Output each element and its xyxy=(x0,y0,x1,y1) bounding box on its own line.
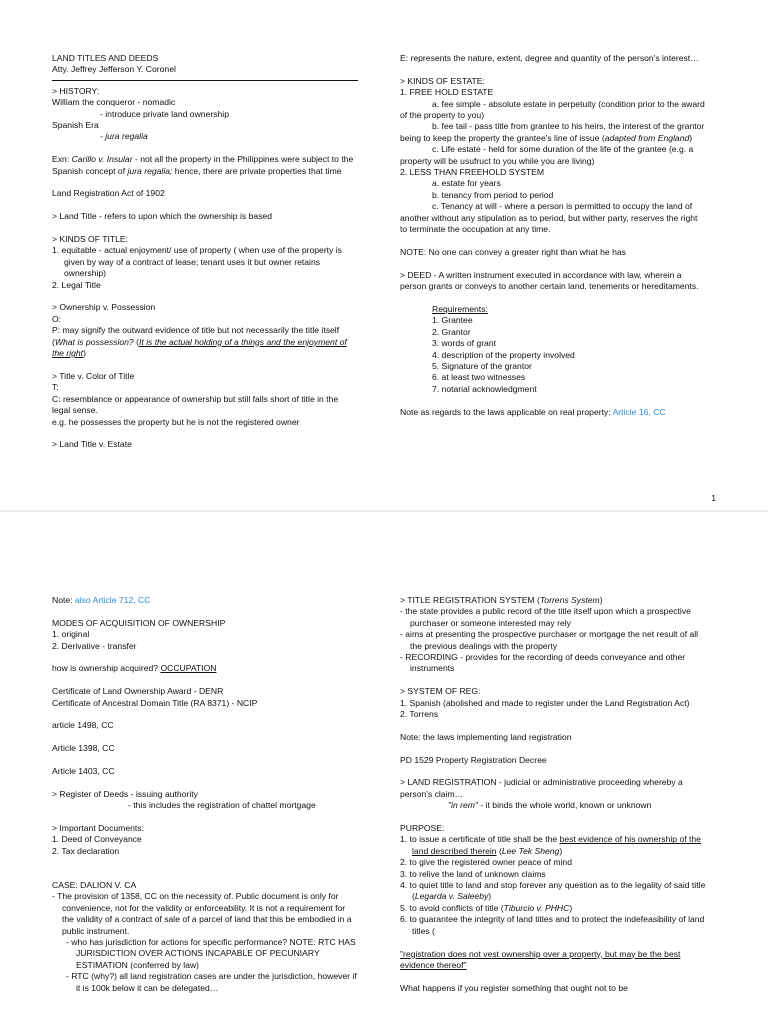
page2-left-column xyxy=(52,595,358,994)
freehold-heading: 1. FREE HOLD ESTATE xyxy=(400,87,494,98)
estate-definition: E: represents the nature, extent, degree and quantity of the person's interest… xyxy=(400,53,699,63)
land-title-estate-heading: > Land Title v. Estate xyxy=(52,439,132,450)
list-item: a. fee simple - absolute estate in perpetuity (condition prior to the award of the property to you) xyxy=(400,98,705,121)
title-registration-heading: > TITLE REGISTRATION SYSTEM (Torrens System) xyxy=(400,595,603,605)
list-item: b. fee tail - pass title from grantee to his heirs, the interest of the grantor being to keep the property the grantee's line of issue (adapted from England) xyxy=(400,121,705,143)
article-712-link[interactable]: also Article 712, CC xyxy=(74,595,151,605)
page2-right-column xyxy=(400,595,706,994)
document-author: Atty. Jeffrey Jefferson Y. Coronel xyxy=(52,64,176,75)
kinds-of-title-heading: > KINDS OF TITLE: xyxy=(52,234,129,245)
article-line: Article 1403, CC xyxy=(52,766,115,776)
title-divider xyxy=(52,80,358,81)
title-color-heading: > Title v. Color of Title xyxy=(52,370,135,381)
list-item: 4. to quiet title to land and stop forever any question as to the legality of said title (Legarda v. Saleeby) xyxy=(400,880,706,902)
possession-paragraph: P: may signify the outward evidence of title but not necessarily the title itself (What is possession? (It is the actual holding of a things and the enjoyment of the right) xyxy=(52,325,347,359)
register-of-deeds: > Register of Deeds - issuing authority xyxy=(52,788,198,799)
certificate-line: Certificate of Land Ownership Award - DENR xyxy=(52,686,224,697)
list-item: - RTC (why?) all land registration cases are under the jurisdiction, however if it is 100k below it can be delegated… xyxy=(66,971,357,993)
list-item: 6. to guarantee the integrity of land titles and to protect the indefeasibility of land titles ( xyxy=(400,914,705,936)
list-item: 4. description of the property involved xyxy=(432,349,575,360)
document-title: LAND TITLES AND DEEDS xyxy=(52,53,159,63)
list-item: 7. notarial acknowledgment xyxy=(432,383,537,394)
page1-right-column xyxy=(400,53,706,418)
list-item: 1. Deed of Conveyance xyxy=(52,834,142,845)
list-item: 2. Legal Title xyxy=(52,279,101,290)
ownership-heading: > Ownership v. Possession xyxy=(52,302,156,313)
article-line: Article 1398, CC xyxy=(52,743,115,754)
less-than-freehold-heading: 2. LESS THAN FREEHOLD SYSTEM xyxy=(400,167,545,178)
list-item: 2. Derivative - transfer xyxy=(52,640,137,651)
land-title-definition: > Land Title - refers to upon which the ownership is based xyxy=(52,211,272,222)
list-item: 1. equitable - actual enjoyment/ use of property ( when use of the property is given by way of a contract of lease; tenant uses it but owner retains ownership) xyxy=(52,245,342,279)
deed-definition: > DEED - A written instrument executed in accordance with law, wherein a person grants or conveys to another certain land, tenements or hereditaments. xyxy=(400,269,699,292)
history-item: - introduce private land ownership xyxy=(100,108,229,119)
list-item: 3. words of grant xyxy=(432,338,497,349)
title-t: T: xyxy=(52,382,59,393)
in-rem-line: "in rem" - it binds the whole world, known or unknown xyxy=(448,800,652,811)
list-item: - aims at presenting the prospective purchaser or mortgage the net result of all the previous dealings with the property xyxy=(400,629,699,651)
list-item: 1. to issue a certificate of title shall be the best evidence of his ownership of the land described therein (Lee Tek Sheng) xyxy=(400,834,701,856)
requirements-heading: Requirements: xyxy=(432,303,488,314)
color-of-title: C: resemblance or appearance of ownership but still falls short of title in the legal sense. xyxy=(52,393,339,416)
note-line: NOTE: No one can convey a greater right than what he has xyxy=(400,246,626,257)
article-16-link[interactable]: Article 16, CC xyxy=(612,406,666,417)
note-line: Note: also Article 712, CC xyxy=(52,595,151,605)
document-page-2 xyxy=(0,512,768,1024)
list-item: - RECORDING - provides for the recording of deeds conveyance and other instruments xyxy=(400,652,686,674)
list-item: 2. Torrens xyxy=(400,709,439,720)
article-line: article 1498, CC xyxy=(52,720,114,731)
case-heading: CASE: DALION V. CA xyxy=(52,880,137,890)
kinds-of-estate-heading: > KINDS OF ESTATE: xyxy=(400,75,485,86)
pd-1529-line: PD 1529 Property Registration Decree xyxy=(400,754,547,765)
certificate-line: Certificate of Ancestral Domain Title (RA 8371) - NCIP xyxy=(52,697,258,708)
list-item: - who has jurisdiction for actions for specific performance? NOTE: RTC HAS JURISDICTION OVER ACTIONS INCAPABLE OF PECUNIARY ESTIMATION (conferred by law) xyxy=(66,937,356,970)
ownership-question: how is ownership acquired? OCCUPATION xyxy=(52,663,217,674)
list-item: - The provision of 1358, CC on the necessity of. Public document is only for convenience, not for the validity or enforceability. It is not a requirement for the validity of a contract of sale of a parcel of land that this be embodied in a public instrument. xyxy=(52,891,352,936)
documents-heading: > Important Documents: xyxy=(52,823,144,833)
example-line: e.g. he possesses the property but he is not the registered owner xyxy=(52,416,300,427)
land-registration-act: Land Registration Act of 1902 xyxy=(52,188,165,199)
note-line: Note: the laws implementing land registration xyxy=(400,731,572,742)
history-item: - jura regalia xyxy=(100,131,148,142)
list-item: 2. Tax declaration xyxy=(52,845,120,856)
list-item: 2. to give the registered owner peace of mind xyxy=(400,857,572,868)
purpose-heading: PURPOSE: xyxy=(400,823,445,834)
list-item: a. estate for years xyxy=(432,178,501,189)
page-number: 1 xyxy=(711,493,716,503)
modes-heading: MODES OF ACQUISITION OF OWNERSHIP xyxy=(52,617,226,628)
list-item: c. Life estate - held for some duration of the life of the grantee (e.g. a property will be usufruct to you while you are living) xyxy=(400,144,694,166)
list-item: c. Tenancy at will - where a person is permitted to occupy the land of another without any stipulation as to period, but wither party, reserves the right to terminate the occupation at any time. xyxy=(400,201,698,235)
list-item: 2. Grantor xyxy=(432,326,471,337)
page1-left-column xyxy=(52,53,358,451)
list-item: b. tenancy from period to period xyxy=(432,189,554,200)
list-item: 6. at least two witnesses xyxy=(432,372,526,383)
list-item: 5. to avoid conflicts of title (Tiburcio v. PHHC) xyxy=(400,902,573,913)
note-laws-line: Note as regards to the laws applicable on real property: Article 16, CC xyxy=(400,406,666,417)
history-heading: > HISTORY: xyxy=(52,85,100,96)
list-item: 1. Grantee xyxy=(432,315,473,326)
exception-paragraph: Exn: Carillo v. Insular - not all the property in the Philippines were subject to the Spanish concept of jura regalia; hence, there are private properties that time xyxy=(52,154,354,176)
list-item: - the state provides a public record of the title itself upon which a prospective purchaser or someone interested may rely xyxy=(400,606,691,628)
question-line: What happens if you register something that ought not to be xyxy=(400,982,628,993)
land-registration-definition: > LAND REGISTRATION - judicial or administrative proceeding whereby a person's claim… xyxy=(400,777,683,799)
list-item: 1. Spanish (abolished and made to register under the Land Registration Act) xyxy=(400,697,690,708)
history-item: Spanish Era xyxy=(52,120,99,131)
quote-line: "registration does not vest ownership over a property, but may be the best evidence thereof" xyxy=(400,948,681,970)
history-item: William the conqueror - nomadic xyxy=(52,97,176,108)
list-item: 1. original xyxy=(52,629,90,640)
list-item: 5. Signature of the grantor xyxy=(432,360,532,371)
list-item: 3. to relive the land of unknown claims xyxy=(400,868,546,879)
register-of-deeds-note: - this includes the registration of chattel mortgage xyxy=(128,800,316,811)
ownership-o: O: xyxy=(52,313,62,324)
system-heading: > SYSTEM OF REG: xyxy=(400,686,481,697)
